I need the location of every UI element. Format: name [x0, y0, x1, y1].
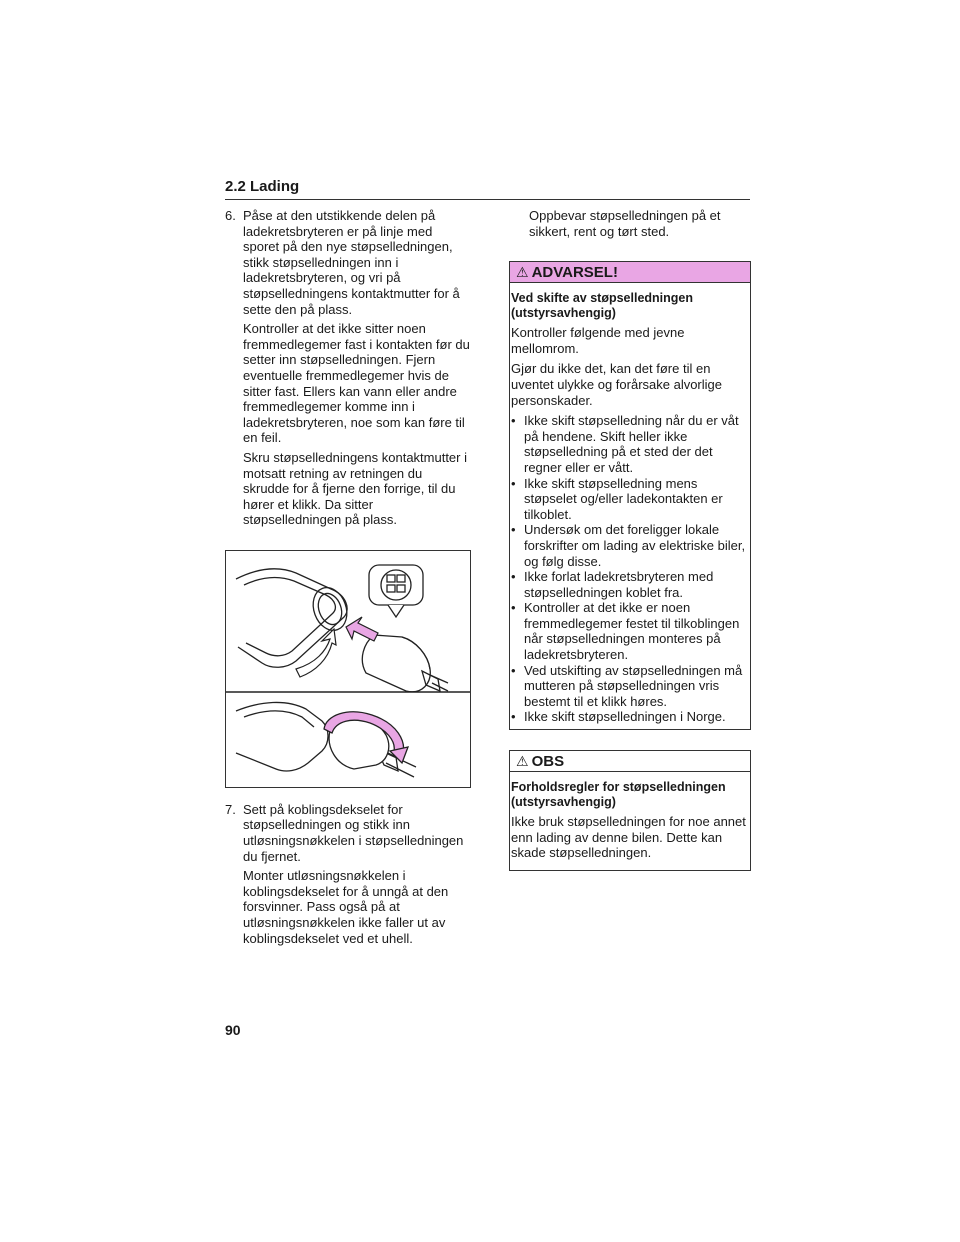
bullet-icon: •	[511, 662, 516, 678]
step-7	[225, 802, 470, 864]
warning-icon: ⚠	[516, 263, 529, 280]
step-6-note-2: Skru støpselledningens kontaktmutter i motsatt retning av retningen du skrudde for å fjerne den forrige, til du hører et klikk. Da sitter støpselledningen på plass.	[243, 449, 467, 528]
warning-bullet-list	[511, 413, 748, 725]
warning-title: Ved skifte av støpselledningen (utstyrsavhengig)	[511, 291, 694, 321]
left-column	[225, 208, 470, 950]
illustration-drawing	[226, 551, 470, 787]
notice-header	[510, 751, 750, 772]
warning-paragraph-1: Kontroller følgende med jevne mellomrom.	[511, 325, 685, 356]
notice-paragraph: Ikke bruk støpselledningen for noe annet enn lading av denne bilen. Dette kan skade støpselledningen.	[511, 814, 746, 861]
list-item: • Ikke skift støpselledningen i Norge.	[511, 709, 726, 725]
step-6-note-1: Kontroller at det ikke sitter noen fremmedlegemer fast i kontakten før du setter inn støpselledningen. Fjern eventuelle fremmedlegemer hvis de sitter fast. Ellers kan vann eller andre fremmedlegemer komme inn i ladekretsbryteren, noe som kan føre til en feil.	[243, 321, 470, 446]
notice-title: Forholdsregler for støpselledningen (utstyrsavhengig)	[511, 780, 726, 810]
warning-label: ADVARSEL!	[531, 263, 618, 281]
warning-header	[510, 262, 750, 283]
warning-box	[509, 261, 751, 730]
step-text: Sett på koblingsdekselet for støpselledningen og stikk inn utløsningsnøkkelen i støpselledningen du fjernet.	[243, 801, 464, 864]
step-text: Påse at den utstikkende delen på ladekretsbryteren er på linje med sporet på den nye støpselledningen, stikk støpselledningen inn i ladekretsbryteren, og vri på støpselledningens kontaktmutter for å sette den på plass.	[243, 208, 460, 317]
notice-label: OBS	[531, 752, 565, 770]
plug-cable-illustration	[225, 550, 471, 788]
list-item: • Undersøk om det foreligger lokale forskrifter om lading av elektriske biler, og følg disse.	[511, 522, 746, 569]
step-6	[225, 208, 470, 317]
step-number: 7.	[225, 801, 236, 817]
list-item: • Ved utskifting av støpselledningen må mutteren på støpselledningen vris bestemt til et klikk høres.	[511, 662, 743, 709]
step-number: 6.	[225, 208, 236, 223]
warning-paragraph-2: Gjør du ikke det, kan det føre til en uventet ulykke og forårsake alvorlige personskader.	[511, 361, 723, 408]
bullet-icon: •	[511, 522, 516, 538]
step-7-note-1: Monter utløsningsnøkkelen i koblingsdekselet for å unngå at den forsvinner. Pass også på at utløsningsnøkkelen ikke faller ut av koblingsdekselet ved et uhell.	[243, 868, 449, 946]
list-item: • Ikke forlat ladekretsbryteren med støpselledningen koblet fra.	[511, 569, 714, 600]
bullet-icon: •	[511, 475, 516, 491]
caution-icon: ⚠	[516, 752, 529, 769]
notice-box	[509, 750, 751, 871]
page-number: 90	[225, 1022, 241, 1038]
storage-instruction: Oppbevar støpselledningen på et sikkert, rent og tørt sted.	[529, 208, 721, 239]
bullet-icon: •	[511, 569, 516, 585]
bullet-icon: •	[511, 600, 516, 616]
bullet-icon: •	[511, 709, 516, 725]
bullet-icon: •	[511, 413, 516, 429]
section-header: 2.2 Lading	[225, 178, 750, 200]
list-item: • Kontroller at det ikke er noen fremmedlegemer festet til tilkoblingen når støpselledningen monteres på ladekretsbryteren.	[511, 600, 740, 663]
list-item: • Ikke skift støpselledning når du er våt på hendene. Skift heller ikke støpselledning på et sted der det regner eller er vått.	[511, 413, 739, 475]
list-item: • Ikke skift støpselledning mens støpselet og/eller ladekontakten er tilkoblet.	[511, 475, 723, 522]
right-column	[509, 208, 751, 891]
